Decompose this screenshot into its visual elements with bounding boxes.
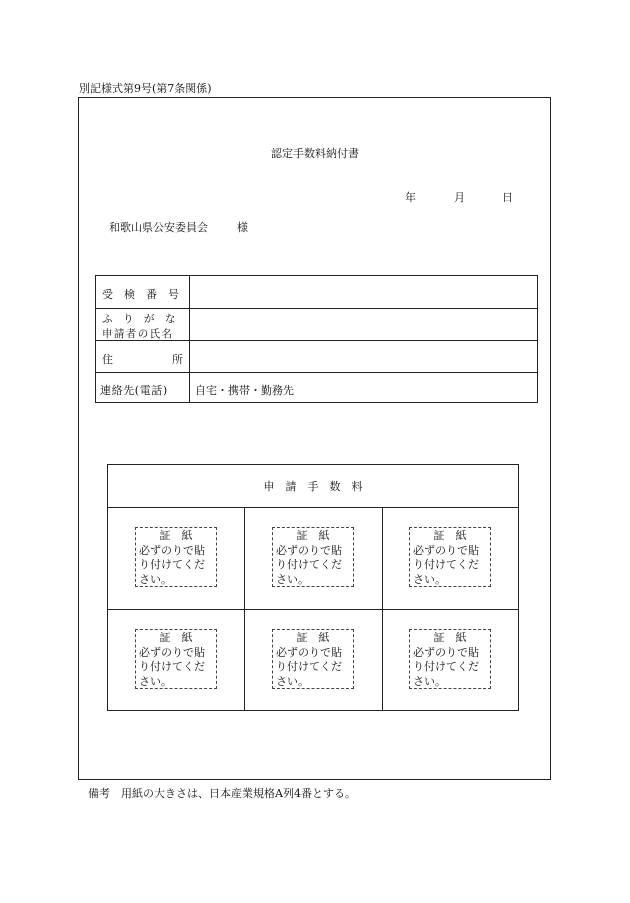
exam-number-label	[96, 276, 190, 308]
stamp-text-line: さい。	[276, 674, 309, 688]
stamp-title: 証 紙	[159, 631, 193, 644]
applicant-name-field[interactable]	[190, 309, 537, 340]
stamp-box[interactable]	[409, 629, 491, 689]
exam-number-row	[96, 276, 537, 308]
name-label	[96, 309, 190, 340]
stamp-title: 証 紙	[433, 631, 467, 644]
stamp-box[interactable]	[409, 527, 491, 587]
stamp-text-line: さい。	[139, 572, 172, 586]
footnote: 備考 用紙の大きさは、日本産業規格A列4番とする。	[88, 787, 356, 800]
exam-number-field[interactable]	[190, 276, 537, 308]
address-label	[96, 341, 190, 372]
stamp-text-line: り付けてくだ	[139, 558, 205, 571]
fee-cell	[245, 508, 383, 610]
stamp-text-line: り付けてくだ	[139, 660, 205, 673]
stamp-text-line: さい。	[413, 674, 446, 688]
date-day-label: 日	[502, 191, 513, 204]
stamp-box[interactable]	[135, 527, 217, 587]
fee-cell	[383, 508, 518, 610]
date-month-label: 月	[454, 191, 465, 204]
stamp-text-line: さい。	[413, 572, 446, 586]
fee-cell	[383, 610, 518, 710]
addressee-name: 和歌山県公安委員会	[109, 221, 208, 234]
page-title: 認定手数料納付書	[271, 147, 359, 160]
stamp-box[interactable]	[272, 629, 354, 689]
stamp-text-line: さい。	[276, 572, 309, 586]
stamp-text-line: 必ずのりで貼	[139, 543, 205, 557]
stamp-box[interactable]	[272, 527, 354, 587]
address-label-left: 住	[102, 353, 113, 366]
stamp-title: 証 紙	[159, 529, 193, 542]
exam-number-label-text: 受 検 番 号	[102, 288, 179, 301]
fee-cell	[108, 610, 245, 710]
stamp-text-line: り付けてくだ	[276, 558, 342, 571]
contact-field[interactable]	[190, 373, 537, 403]
stamp-text-line: 必ずのりで貼	[413, 645, 479, 659]
furigana-label: ふ り が な	[102, 313, 176, 325]
stamp-text-line: り付けてくだ	[413, 558, 479, 571]
stamp-text-line: さい。	[139, 674, 172, 688]
address-field[interactable]	[190, 341, 537, 372]
stamp-title: 証 紙	[296, 529, 330, 542]
honorific: 様	[237, 221, 248, 234]
stamp-text-line: 必ずのりで貼	[139, 645, 205, 659]
stamp-box[interactable]	[135, 629, 217, 689]
contact-label-text: 連絡先(電話)	[100, 384, 168, 397]
date-year-label: 年	[405, 191, 416, 204]
stamp-title: 証 紙	[433, 529, 467, 542]
fee-cell	[108, 508, 245, 610]
form-id: 別記様式第9号(第7条関係)	[79, 82, 212, 95]
contact-row	[96, 372, 537, 403]
stamp-text-line: 必ずのりで貼	[413, 543, 479, 557]
stamp-text-line: り付けてくだ	[413, 660, 479, 673]
addressee	[109, 219, 248, 235]
address-label-right: 所	[172, 353, 183, 366]
stamp-text-line: り付けてくだ	[276, 660, 342, 673]
stamp-title: 証 紙	[296, 631, 330, 644]
stamp-text-line: 必ずのりで貼	[276, 543, 342, 557]
applicant-name-label: 申請者の氏名	[102, 328, 174, 340]
applicant-table	[95, 275, 538, 403]
fee-cell	[245, 610, 383, 710]
contact-label	[96, 373, 190, 403]
address-row	[96, 340, 537, 372]
fee-table	[107, 464, 519, 711]
stamp-text-line: 必ずのりで貼	[276, 645, 342, 659]
fee-header: 申 請 手 数 料	[108, 465, 518, 508]
contact-options: 自宅・携帯・勤務先	[195, 384, 294, 397]
name-row	[96, 308, 537, 340]
